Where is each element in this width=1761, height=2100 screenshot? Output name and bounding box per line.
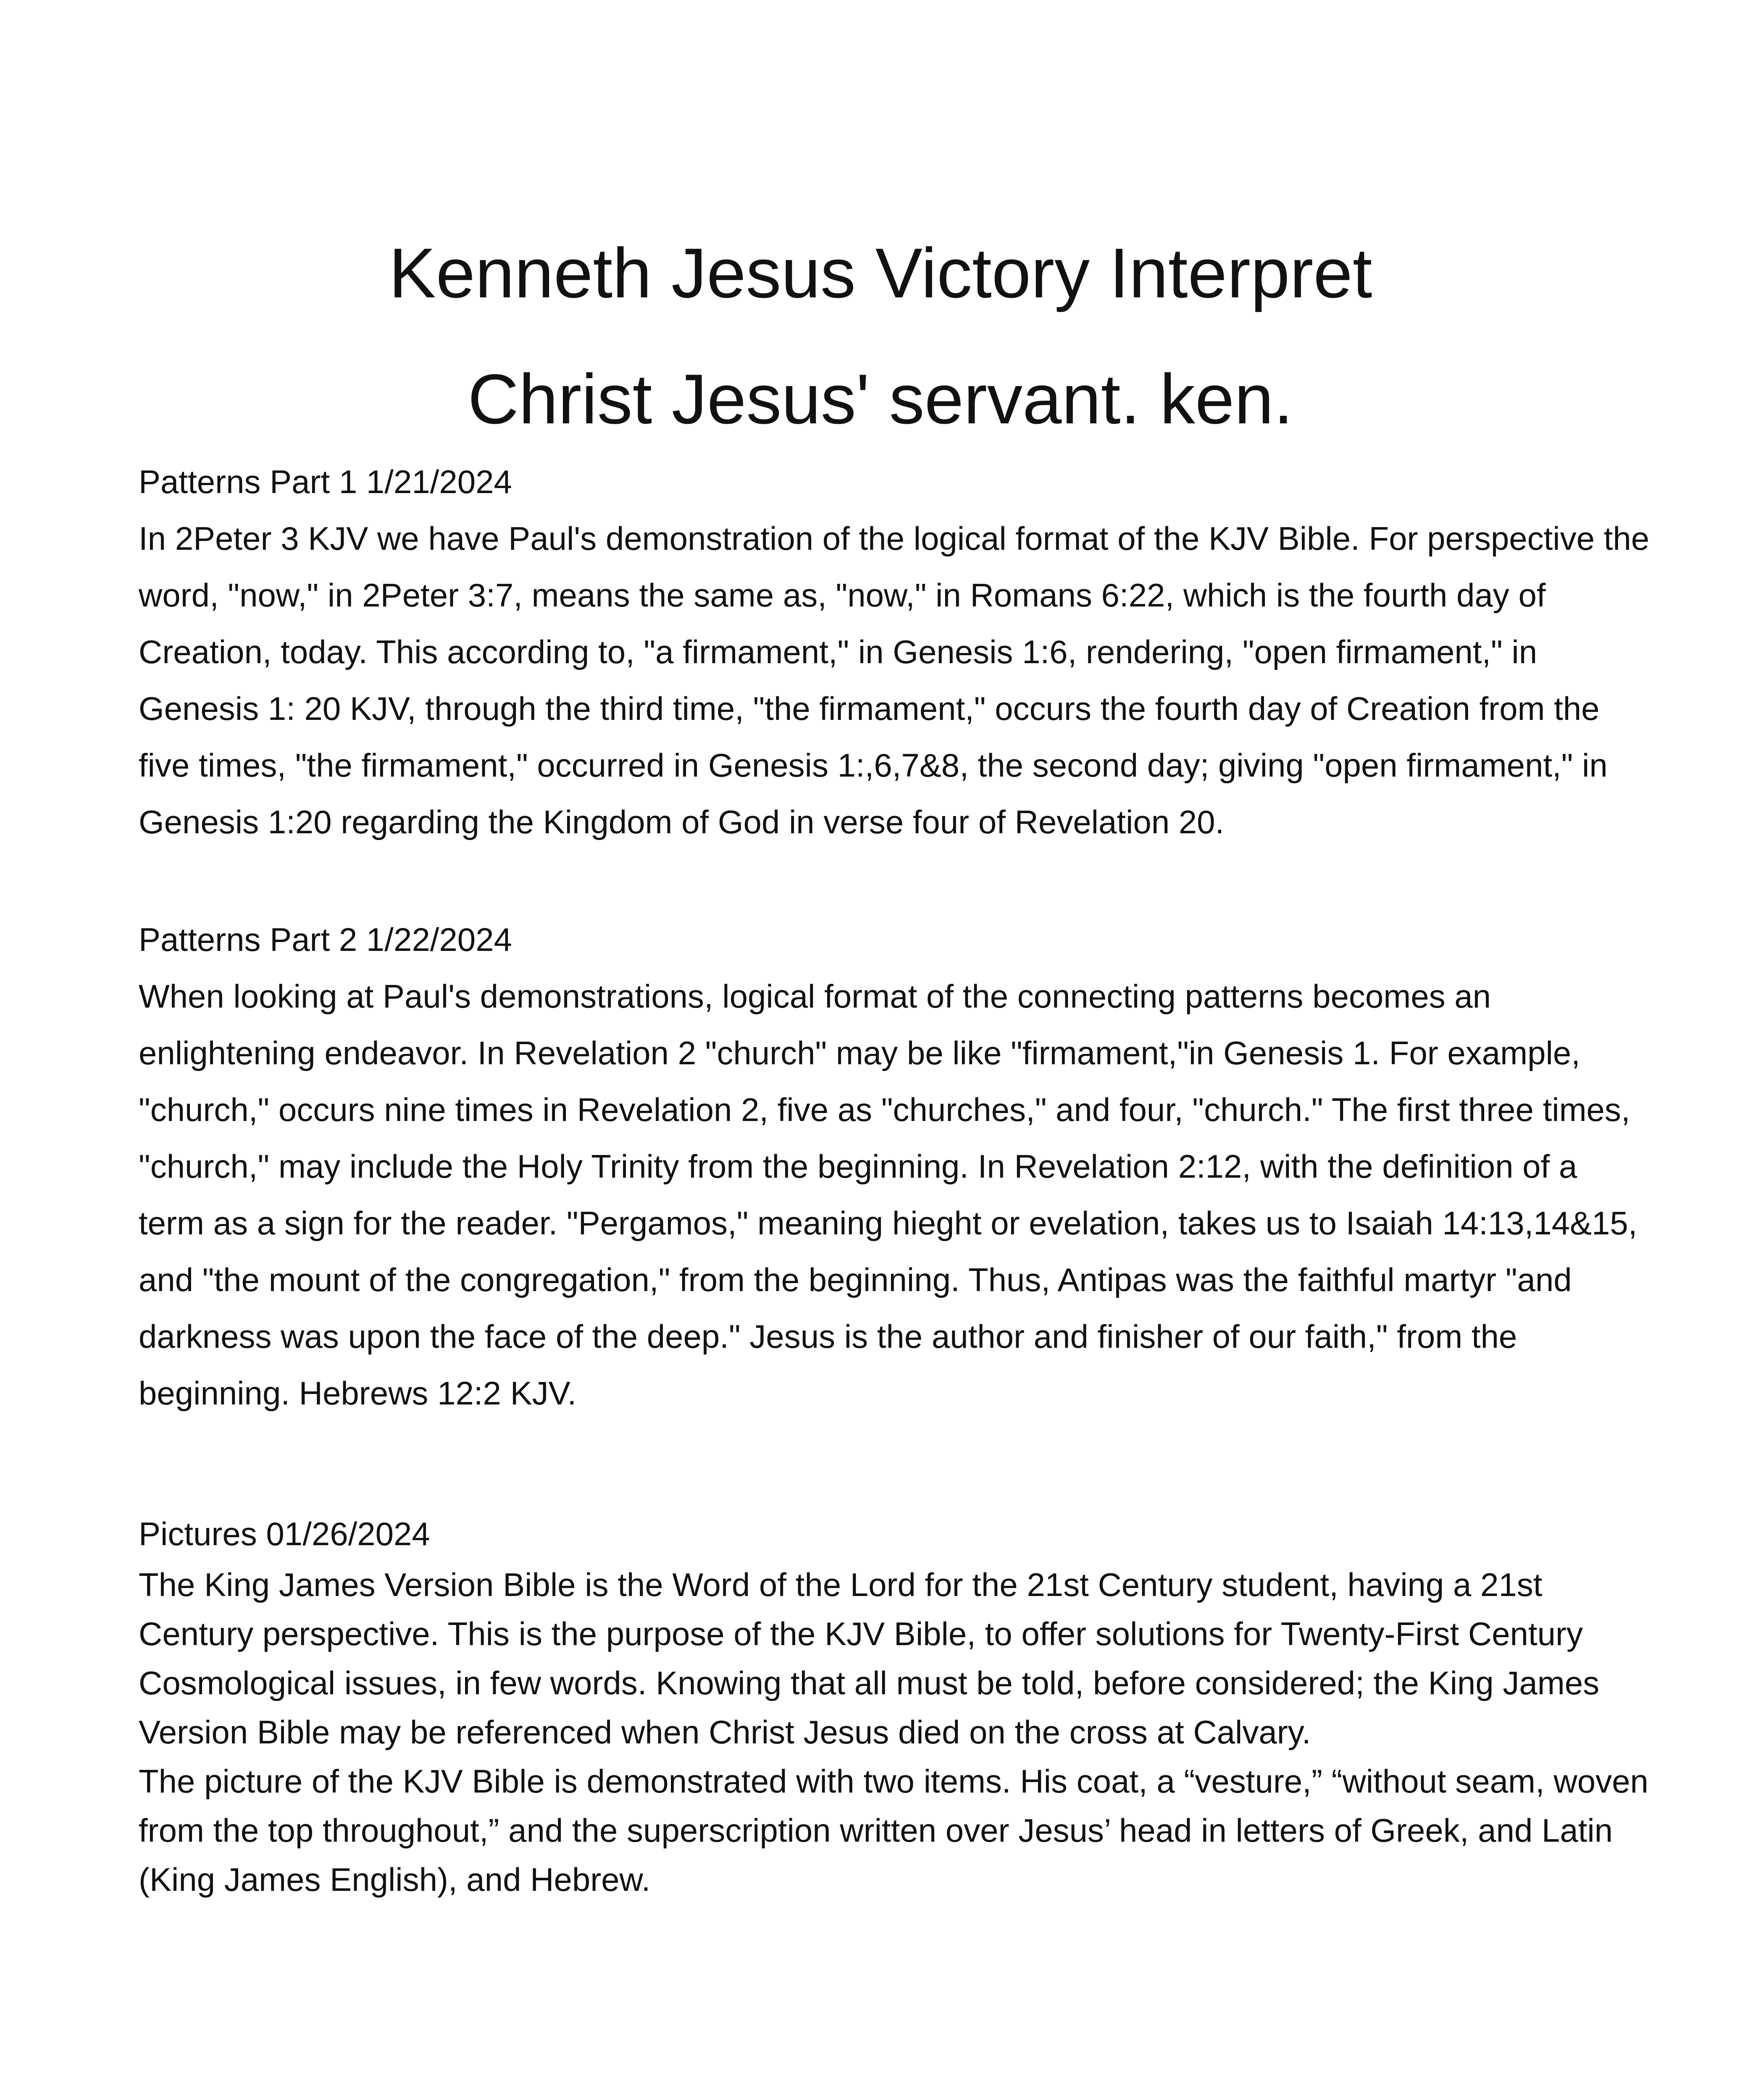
- section-paragraph: When looking at Paul's demonstrations, logical format of the connecting patterns becomes an enlightening endeavor. In Revelation 2 "church" may be like "firmament,"in Genesis 1. For example, "church," occurs nine times in Revelation 2, five as "churches," and four, "church." The first three times, "church," may include the Holy Trinity from the beginning. In Revelation 2:12, with the definition of a term as a sign for the reader. "Pergamos," meaning hieght or evelation, takes us to Isaiah 14:13,14&15, and "the mount of the congregation," from the beginning. Thus, Antipas was the faithful martyr "and darkness was upon the face of the deep." Jesus is the author and finisher of our faith," from the beginning. Hebrews 12:2 KJV.: [139, 978, 1637, 1412]
- section-heading: Patterns Part 2 1/22/2024: [139, 921, 512, 958]
- section-patterns-part-1: [139, 454, 1651, 850]
- section-paragraph: The King James Version Bible is the Word of the Lord for the 21st Century student, having a 21st Century perspective. This is the purpose of the KJV Bible, to offer solutions for Twenty-First Century Cosmological issues, in few words. Knowing that all must be told, before considered; the King James Version Bible may be referenced when Christ Jesus died on the cross at Calvary.: [139, 1566, 1600, 1751]
- title-line-2: Christ Jesus' servant. ken.: [468, 360, 1293, 438]
- section-heading: Pictures 01/26/2024: [139, 1515, 430, 1552]
- section-heading: Patterns Part 1 1/21/2024: [139, 463, 512, 500]
- section-patterns-part-2: [139, 911, 1651, 1422]
- section-paragraph: The picture of the KJV Bible is demonstrated with two items. His coat, a “vesture,” “without seam, woven from the top throughout,” and the superscription written over Jesus’ head in letters of Greek, and Latin (King James English), and Hebrew.: [139, 1763, 1648, 1898]
- title-line-1: Kenneth Jesus Victory Interpret: [389, 234, 1372, 312]
- section-pictures: [139, 1508, 1651, 1904]
- document-title: [0, 210, 1761, 462]
- section-paragraph: In 2Peter 3 KJV we have Paul's demonstration of the logical format of the KJV Bible. For perspective the word, "now," in 2Peter 3:7, means the same as, "now," in Romans 6:22, which is the fourth day of Creation, today. This according to, "a firmament," in Genesis 1:6, rendering, "open firmament," in Genesis 1: 20 KJV, through the third time, "the firmament," occurs the fourth day of Creation from the five times, "the firmament," occurred in Genesis 1:,6,7&8, the second day; giving "open firmament," in Genesis 1:20 regarding the Kingdom of God in verse four of Revelation 20.: [139, 520, 1650, 840]
